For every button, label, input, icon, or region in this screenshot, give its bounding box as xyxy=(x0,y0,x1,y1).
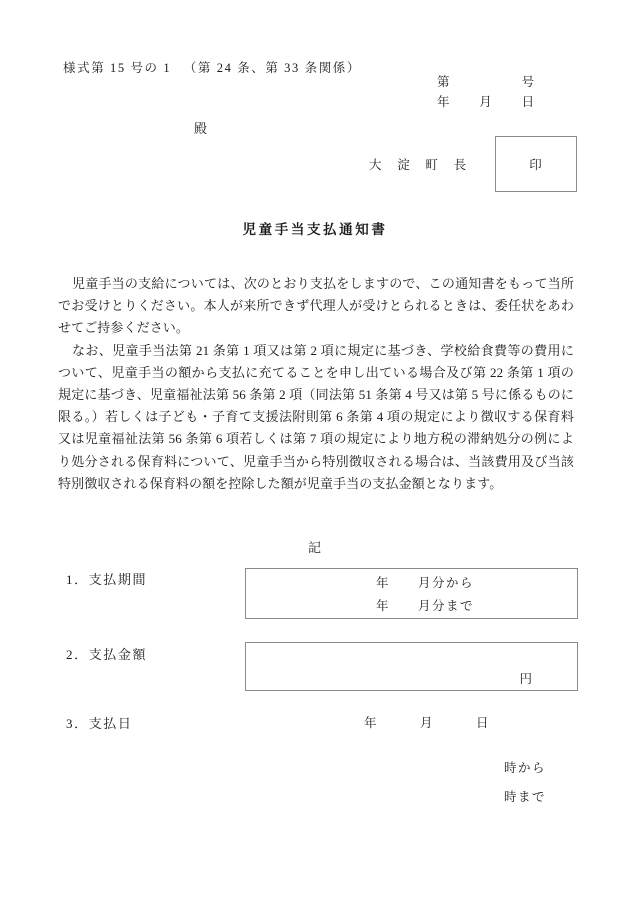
seal-box xyxy=(495,136,577,192)
payment-period-box[interactable] xyxy=(245,568,578,619)
form-code: 様式第 15 号の 1 （第 24 条、第 33 条関係） xyxy=(63,61,362,75)
document-date-line: 年 月 日 xyxy=(437,95,536,109)
item-label-payment-date: 3．支払日 xyxy=(66,716,133,731)
page-title: 児童手当支払通知書 xyxy=(242,222,388,237)
payment-date-value: 年 月 日 xyxy=(364,716,491,730)
addressee-label: 殿 xyxy=(194,121,209,136)
item-label-payment-amount: 2．支払金額 xyxy=(66,647,148,662)
payment-time-from: 時から xyxy=(504,761,547,775)
ki-mark: 記 xyxy=(307,540,322,555)
item-label-payment-period: 1．支払期間 xyxy=(66,572,148,587)
seal-label: 印 xyxy=(529,158,543,172)
paragraph-2: なお、児童手当法第 21 条第 1 項又は第 2 項に規定に基づき、学校給食費等の費用について、児童手当の額から支払に充てることを申し出ている場合及び第 22 条第 1 項の規定に基づき、児童福祉法第 56 条第 2 項（同法第 51 条第 4 号又は第 5 号に係るものに限る。）若しくは子ども・子育て支援法附則第 6 条第 4 項の規定により徴収する保育料又は児童福祉法第 56 条第 6 項若しくは第 7 項の規定により地方税の滞納処分の例により処分される保育料について、児童手当から特別徴収される場合は、当該費用及び当該特別徴収される保育料の額を控除した額が児童手当の支払金額となります。 xyxy=(58,342,574,491)
payment-amount-unit: 円 xyxy=(519,672,533,686)
payment-amount-box[interactable] xyxy=(245,642,578,691)
payment-period-from: 年 月分から xyxy=(376,576,475,590)
issuer-name: 大 淀 町 長 xyxy=(369,158,468,172)
body-text xyxy=(58,273,574,495)
paragraph-1: 児童手当の支給については、次のとおり支払をしますので、この通知書をもって当所でお受けとりください。本人が来所できず代理人が受けとられるときは、委任状をあわせてご持参ください。 xyxy=(58,276,574,336)
payment-time-to: 時まで xyxy=(504,790,547,804)
document-number-line: 第 号 xyxy=(437,75,536,89)
payment-period-to: 年 月分まで xyxy=(376,599,475,613)
